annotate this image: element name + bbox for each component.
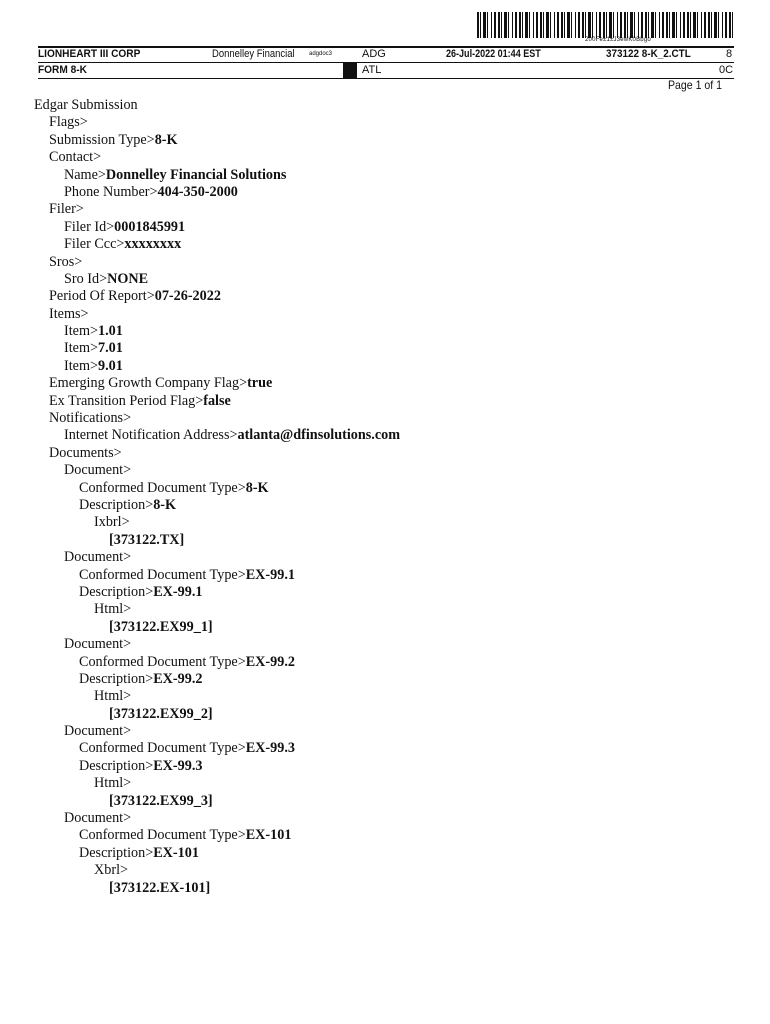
document-label: Document> xyxy=(64,723,132,740)
atl-code: ATL xyxy=(362,64,382,76)
items-label: Items> xyxy=(49,305,89,322)
barcode xyxy=(477,12,733,38)
document-file: [373122.EX99_1] xyxy=(109,618,213,635)
header-rule-bottom xyxy=(38,78,734,79)
company-name: LIONHEART III CORP xyxy=(38,48,141,60)
document-kind: Xbrl> xyxy=(94,862,129,879)
notifications-label: Notifications> xyxy=(49,410,132,427)
sros-label: Sros> xyxy=(49,253,83,270)
sro-id-row: Sro Id>NONE xyxy=(64,270,149,287)
page-number: Page 1 of 1 xyxy=(668,78,723,92)
documents-label: Documents> xyxy=(49,444,122,461)
flags-label: Flags> xyxy=(49,114,88,131)
document-label: Document> xyxy=(64,462,132,479)
document-file: [373122.EX99_3] xyxy=(109,792,213,809)
contact-name-row: Name>Donnelley Financial Solutions xyxy=(64,166,287,183)
description-row: Description>EX-101 xyxy=(79,844,199,861)
document-kind: Ixbrl> xyxy=(94,514,130,531)
item-row: Item>9.01 xyxy=(64,357,123,374)
contact-label: Contact> xyxy=(49,149,102,166)
vendor-name: Donnelley Financial xyxy=(212,48,295,60)
edgar-submission-heading: Edgar Submission xyxy=(34,97,138,113)
vendor-code: adgdoc3 xyxy=(309,51,333,57)
conformed-type-row: Conformed Document Type>EX-99.3 xyxy=(79,740,295,757)
filer-id-row: Filer Id>0001845991 xyxy=(64,218,186,235)
document-id: 373122 8-K_2.CTL xyxy=(606,48,691,60)
conformed-type-row: Conformed Document Type>EX-101 xyxy=(79,827,292,844)
document-file: [373122.EX-101] xyxy=(109,879,211,896)
filer-ccc-row: Filer Ccc>xxxxxxxx xyxy=(64,236,182,253)
adg-code: ADG xyxy=(362,48,386,60)
period-of-report-row: Period Of Report>07-26-2022 xyxy=(49,288,221,305)
submission-tree xyxy=(34,97,734,897)
document-label: Document> xyxy=(64,810,132,827)
timestamp: 26-Jul-2022 01:44 EST xyxy=(446,48,541,60)
item-row: Item>1.01 xyxy=(64,323,123,340)
description-row: Description>EX-99.1 xyxy=(79,583,203,600)
form-type: FORM 8-K xyxy=(38,64,87,76)
emerging-growth-flag-row: Emerging Growth Company Flag>true xyxy=(49,375,273,392)
document-kind: Html> xyxy=(94,688,132,705)
conformed-type-row: Conformed Document Type>EX-99.1 xyxy=(79,566,295,583)
barcode-text: 200Fe±1±J3ewK0Bbgo xyxy=(585,37,651,43)
internet-notification-row: Internet Notification Address>atlanta@dfinsolutions.com xyxy=(64,427,401,444)
corner-code-top: 8 xyxy=(726,48,733,60)
document-label: Document> xyxy=(64,549,132,566)
corner-code-bottom: 0C xyxy=(719,64,734,76)
document-label: Document> xyxy=(64,636,132,653)
document-kind: Html> xyxy=(94,775,132,792)
description-row: Description>EX-99.3 xyxy=(79,757,203,774)
submission-type-row: Submission Type>8-K xyxy=(49,131,178,148)
ex-transition-flag-row: Ex Transition Period Flag>false xyxy=(49,392,231,409)
header-rule-mid xyxy=(38,62,734,63)
description-row: Description>EX-99.2 xyxy=(79,670,203,687)
conformed-type-row: Conformed Document Type>EX-99.2 xyxy=(79,653,295,670)
item-row: Item>7.01 xyxy=(64,340,123,357)
document-file: [373122.EX99_2] xyxy=(109,705,213,722)
code-box xyxy=(343,63,357,78)
filer-label: Filer> xyxy=(49,201,84,218)
conformed-type-row: Conformed Document Type>8-K xyxy=(79,479,269,496)
phone-number-row: Phone Number>404-350-2000 xyxy=(64,183,238,200)
document-file: [373122.TX] xyxy=(109,531,185,548)
description-row: Description>8-K xyxy=(79,496,177,513)
document-kind: Html> xyxy=(94,601,132,618)
